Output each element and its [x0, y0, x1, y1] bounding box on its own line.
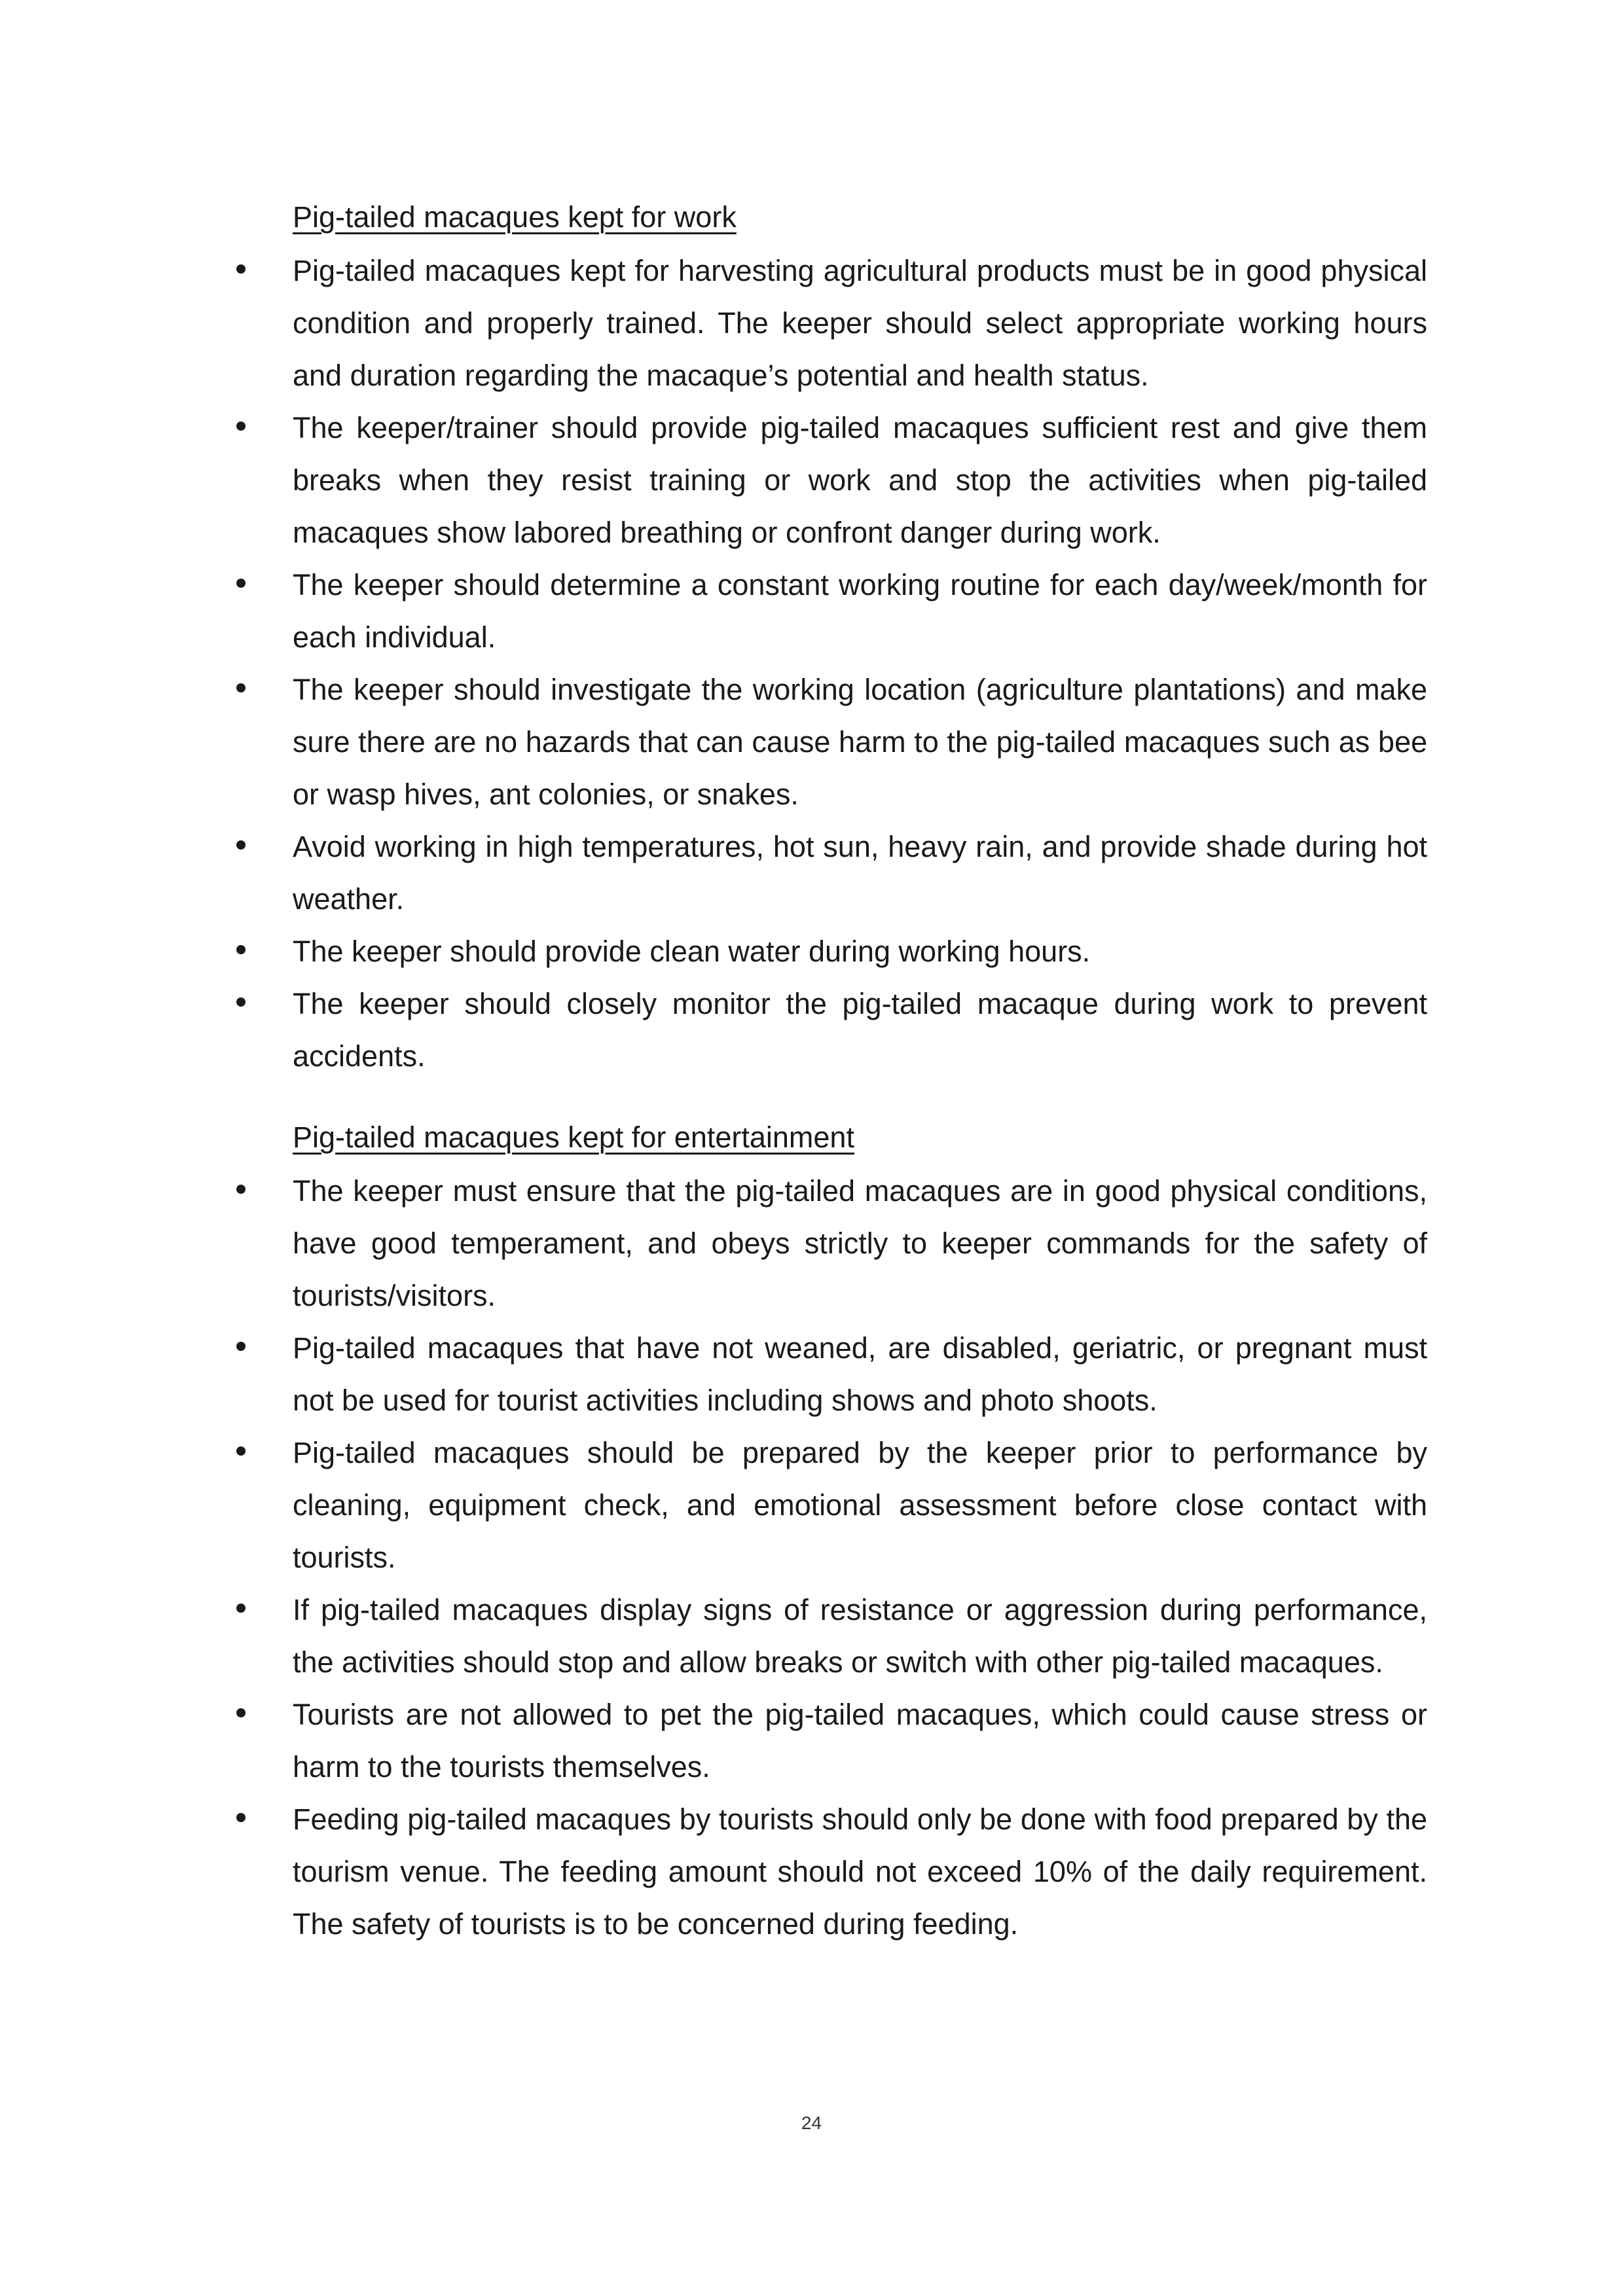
list-item-text: If pig-tailed macaques display signs of resistance or aggression during performance, the activities should stop and allow breaks or switch with other pig-tailed macaques. — [293, 1593, 1427, 1679]
list-item-text: The keeper should determine a constant working routine for each day/week/month for each individual. — [293, 568, 1427, 654]
list-item — [293, 925, 1427, 978]
bullet-icon — [236, 683, 246, 692]
list-item-text: Feeding pig-tailed macaques by tourists should only be done with food prepared by the tourism venue. The feeding amount should not exceed 10% of the daily requirement. The safety of tourists is to be concerned during feeding. — [293, 1803, 1427, 1941]
section-heading-entertainment: Pig-tailed macaques kept for entertainment — [293, 1121, 854, 1154]
bullet-list-work — [293, 245, 1427, 1083]
bullet-icon — [236, 1446, 246, 1456]
list-item-text: The keeper must ensure that the pig-tailed macaques are in good physical conditions, have good temperament, and obeys strictly to keeper commands for the safety of tourists/visitors. — [293, 1174, 1427, 1312]
list-item — [293, 821, 1427, 925]
bullet-icon — [236, 945, 246, 954]
section-heading-work: Pig-tailed macaques kept for work — [293, 200, 737, 234]
bullet-icon — [236, 264, 246, 274]
bullet-icon — [236, 1813, 246, 1822]
list-item — [293, 1689, 1427, 1793]
list-item-text: The keeper should provide clean water during working hours. — [293, 935, 1091, 968]
list-item — [293, 978, 1427, 1083]
bullet-icon — [236, 1708, 246, 1717]
list-item — [293, 559, 1427, 664]
list-item-text: Pig-tailed macaques should be prepared by the keeper prior to performance by cleaning, equipment check, and emotional assessment before close contact with tourists. — [293, 1436, 1427, 1574]
bullet-icon — [236, 579, 246, 588]
list-item-text: Pig-tailed macaques that have not weaned, are disabled, geriatric, or pregnant must not be used for tourist activities including shows and photo shoots. — [293, 1331, 1427, 1417]
list-item-text: Pig-tailed macaques kept for harvesting agricultural products must be in good physical condition and properly trained. The keeper should select appropriate working hours and duration regarding the macaque’s potential and health status. — [293, 254, 1427, 392]
list-item — [293, 664, 1427, 821]
page-number: 24 — [801, 2113, 822, 2133]
list-item-text: The keeper/trainer should provide pig-tailed macaques sufficient rest and give them breaks when they resist training or work and stop the activities when pig-tailed macaques show labored breathing or confront danger during work. — [293, 411, 1427, 549]
bullet-icon — [236, 422, 246, 431]
bullet-icon — [236, 997, 246, 1007]
bullet-icon — [236, 840, 246, 850]
bullet-icon — [236, 1604, 246, 1613]
section-work — [293, 191, 1427, 1083]
bullet-icon — [236, 1342, 246, 1351]
list-item-text: Tourists are not allowed to pet the pig-tailed macaques, which could cause stress or harm to the tourists themselves. — [293, 1698, 1427, 1784]
list-item-text: The keeper should investigate the working location (agriculture plantations) and make sure there are no hazards that can cause harm to the pig-tailed macaques such as bee or wasp hives, ant colonies, or snakes. — [293, 673, 1427, 811]
page-content — [293, 191, 1427, 1950]
list-item — [293, 245, 1427, 402]
list-item-text: Avoid working in high temperatures, hot sun, heavy rain, and provide shade during hot weather. — [293, 830, 1427, 916]
list-item-text: The keeper should closely monitor the pig-tailed macaque during work to prevent accidents. — [293, 987, 1427, 1073]
list-item — [293, 1322, 1427, 1427]
bullet-list-entertainment — [293, 1165, 1427, 1950]
list-item — [293, 1584, 1427, 1689]
list-item — [293, 1427, 1427, 1584]
bullet-icon — [236, 1185, 246, 1194]
section-entertainment — [293, 1111, 1427, 1950]
list-item — [293, 1165, 1427, 1322]
list-item — [293, 402, 1427, 559]
list-item — [293, 1793, 1427, 1950]
